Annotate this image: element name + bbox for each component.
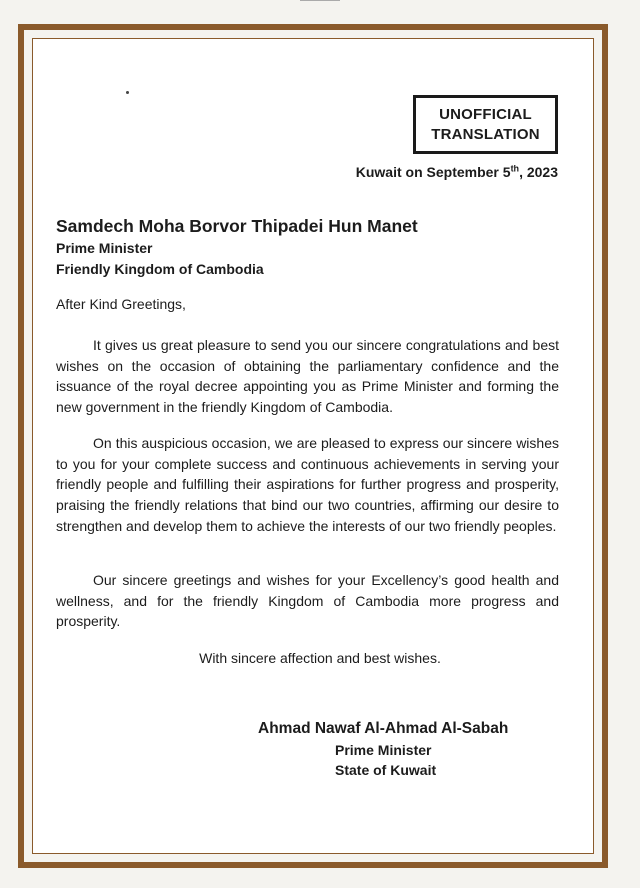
scan-speck xyxy=(126,91,129,94)
salutation: After Kind Greetings, xyxy=(56,296,186,312)
body-paragraph-3: Our sincere greetings and wishes for your Excellency’s good health and wellness, and for the friendly Kingdom of Cambodia more progress and prosperity. xyxy=(56,572,559,630)
date-year: , 2023 xyxy=(519,164,558,180)
unofficial-translation-stamp xyxy=(413,95,558,154)
signature-block xyxy=(258,718,518,780)
recipient-name: Samdech Moha Borvor Thipadei Hun Manet xyxy=(56,216,418,236)
stamp-line-1: UNOFFICIAL xyxy=(439,105,532,123)
body-paragraph-1: It gives us great pleasure to send you our sincere congratulations and best wishes on the occasion of obtaining the parliamentary confidence and the issuance of the royal decree appointing you as Prime Minister and forming the new government in the friendly Kingdom of Cambodia. xyxy=(56,337,559,416)
letter-date xyxy=(356,164,558,180)
recipient-block xyxy=(56,214,418,280)
signatory-title: Prime Minister xyxy=(335,742,432,758)
scan-edge-mark xyxy=(300,0,340,1)
signatory-country: State of Kuwait xyxy=(335,762,437,778)
body-paragraph-2: On this auspicious occasion, we are pleased to express our sincere wishes to you for your complete success and continuous achievements in serving your friendly people and fulfilling their aspirations for further progress and prosperity, praising the friendly relations that bind our two countries, affirming our desire to strengthen and develop them to achieve the interests of our two friendly peoples. xyxy=(56,435,559,534)
recipient-title: Prime Minister xyxy=(56,240,153,256)
stamp-line-2: TRANSLATION xyxy=(431,125,540,143)
date-prefix: Kuwait on September 5 xyxy=(355,164,511,180)
closing-line: With sincere affection and best wishes. xyxy=(199,650,441,666)
date-ordinal-suffix: th xyxy=(510,163,520,174)
signatory-name: Ahmad Nawaf Al-Ahmad Al-Sabah xyxy=(258,720,509,737)
recipient-country: Friendly Kingdom of Cambodia xyxy=(56,261,264,277)
